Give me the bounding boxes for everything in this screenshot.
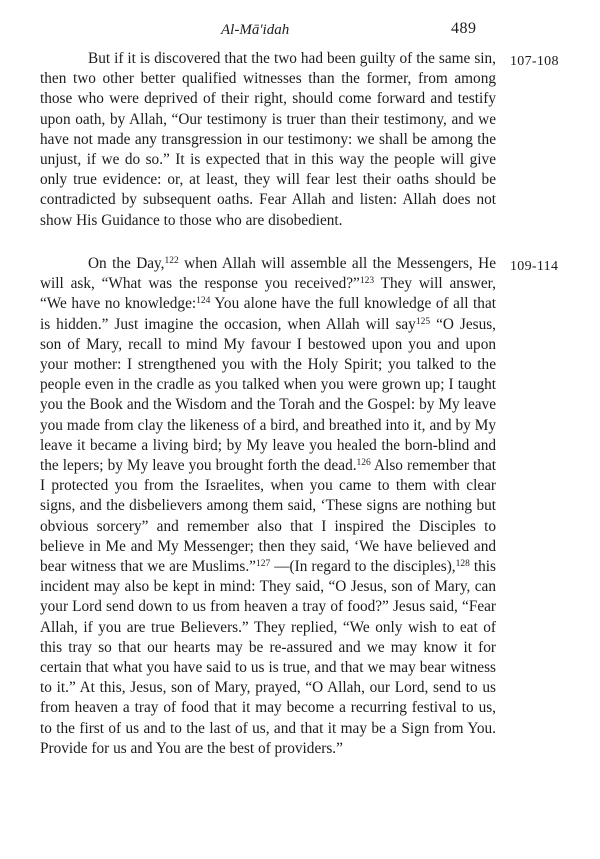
paragraph-text: this incident may also be kept in mind: They said, “O Jesus, son of Mary, can your Lord send down to us from heaven a tray of food?” Jesus said, “Fear Allah, if you are true Believers.” They replied, “We only wish to eat of this tray so that our hearts may be re-assured and we may know it for certain that what you have said to us is true, and that we may bear witness to it.” At this, Jesus, son of Mary, prayed, “O Allah, our Lord, send to us from heaven a tray of food that it may become a recurring festival to us, to the first of us and to the last of us, and that it may be a Sign from You. Provide for us and You are the best of providers.” [40, 558, 497, 757]
paragraph-text: They will answer, “We have no knowledge: [40, 275, 496, 313]
paragraph-text: Also remember that I protected you from the Israelites, when you came to them with clear signs, and the disbelievers among them said, ‘These signs are nothing but obvious sorcery” and remember also that I inspired the Disciples to believe in Me and My Messenger; then they said, ‘We have believed and bear witness that we are Muslims.” [40, 457, 496, 576]
paragraph-text: —(In regard to the disciples), [270, 558, 456, 576]
footnote-marker: 122 [164, 256, 179, 266]
footnote-marker: 124 [196, 296, 211, 307]
paragraph-text: when Allah will assemble all the Messengers, He will ask, “What was the response you received?” [40, 255, 496, 293]
footnote-marker: 125 [415, 316, 431, 327]
paragraph-text: “O Jesus, son of Mary, recall to mind My favour I bestowed upon you and upon your mother: I strengthened you with the Holy Spirit; you talked to the people even in the cradle as you talked when you were grown up; I taught you the Book and the Wisdom and the Torah and the Gospel: by My leave you made from clay the likeness of a bird, and breathed into it, and by My leave it became a living bird; by My leave you healed the born-blind and the lepers; by My leave you brought forth the dead. [40, 315, 497, 475]
footnote-marker: 127 [255, 559, 271, 570]
page-number: 489 [451, 20, 477, 37]
footnote-marker: 128 [455, 559, 470, 570]
paragraph-text: On the Day, [88, 255, 165, 272]
surah-title: Al-Mā'idah [221, 22, 290, 38]
verse-reference: 109-114 [510, 259, 559, 274]
paragraph-text: But if it is discovered that the two had been guilty of the same sin, then two other better qualified witnesses than the former, from among those who were deprived of their right, should come forward and testify upon oath, by Allah, “Our testimony is truer than their testimony, and we have not made any transgression in our testimony: we shall be among the unjust, if we do so.” It is expected that in this way the people will give only true evidence: or, at least, they will fear lest their oaths should be contradicted by subsequent oaths. Fear Allah and listen: Allah does not show His Guidance to those who are disobedient. [40, 50, 496, 229]
footnote-marker: 123 [359, 276, 375, 287]
footnote-marker: 126 [356, 458, 371, 469]
paragraph-text: You alone have the full knowledge of all that is hidden.” Just imagine the occasion, when Allah will say [40, 295, 496, 333]
paragraph-verses-107-108 [40, 49, 496, 231]
paragraph-verses-109-114 [40, 254, 496, 759]
verse-reference: 107-108 [510, 54, 559, 69]
